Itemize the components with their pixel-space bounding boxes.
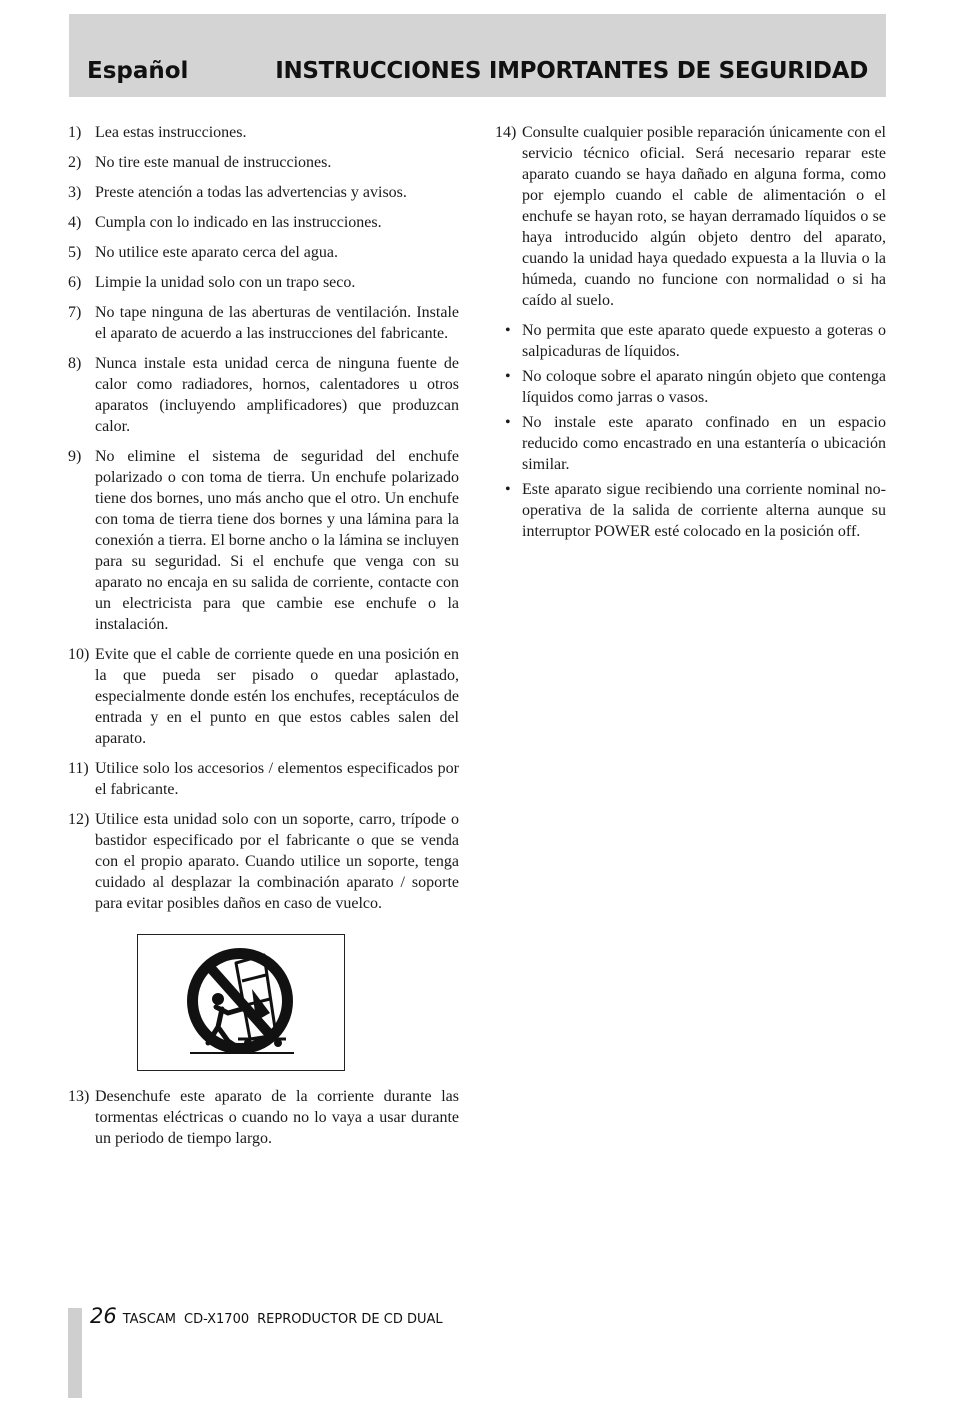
item-text: No tape ninguna de las aberturas de ventilación. Instale el aparato de acuerdo a las instrucciones del fabricante. [95, 304, 459, 342]
item-text: Desenchufe este aparato de la corriente durante las tormentas eléctricas o cuando no lo vaya a usar durante un periodo de tiempo largo. [95, 1088, 459, 1147]
list-item [68, 1086, 459, 1149]
list-item [495, 122, 886, 311]
bullet-text: No permita que este aparato quede expuesto a goteras o salpicaduras de líquidos. [522, 322, 886, 360]
bullet-text: No coloque sobre el aparato ningún objeto que contenga líquidos como jarras o vasos. [522, 368, 886, 406]
list-item [68, 809, 459, 914]
item-text: Evite que el cable de corriente quede en una posición en la que pueda ser pisado o quedar aplastado, especialmente donde estén los enchufes, receptáculos de entrada y en el punto en que estos cables salen del aparato. [95, 646, 459, 747]
list-item [68, 152, 459, 173]
item-number: 2) [68, 154, 82, 171]
list-item [68, 644, 459, 749]
bullet-item [495, 412, 886, 475]
item-text: Lea estas instrucciones. [95, 124, 247, 141]
language-label: Español [87, 58, 189, 84]
page-footer [90, 1304, 443, 1328]
bullet-item [495, 479, 886, 542]
bullet-text: No instale este aparato confinado en un espacio reducido como encastrado en una estantería o ubicación similar. [522, 414, 886, 473]
cart-warning-figure [137, 934, 345, 1071]
list-item [68, 353, 459, 437]
page-header [69, 14, 886, 97]
item-text: Preste atención a todas las advertencias y avisos. [95, 184, 407, 201]
footer-bar [68, 1308, 82, 1398]
item-text: No tire este manual de instrucciones. [95, 154, 332, 171]
model-name: CD-X1700 [184, 1312, 250, 1327]
bullet-item [495, 320, 886, 362]
item-number: 10) [68, 646, 90, 663]
item-text: Nunca instale esta unidad cerca de ninguna fuente de calor como radiadores, hornos, calentadores u otros aparatos (incluyendo amplificadores) que produzcan calor. [95, 355, 459, 435]
bullet-item [495, 366, 886, 408]
list-item [68, 242, 459, 263]
item-text: Utilice solo los accesorios / elementos especificados por el fabricante. [95, 760, 459, 798]
item-number: 6) [68, 274, 82, 291]
page-number: 26 [90, 1304, 117, 1328]
item-number: 8) [68, 355, 82, 372]
list-item [68, 272, 459, 293]
item-number: 13) [68, 1088, 90, 1105]
item-number: 1) [68, 124, 82, 141]
list-item [68, 758, 459, 800]
item-text: No elimine el sistema de seguridad del enchufe polarizado o con toma de tierra. Un enchufe polarizado tiene dos bornes, uno más ancho que el otro. Un enchufe con toma de tierra tiene dos bornes y una lámina para la conexión a tierra. El borne ancho o la lámina se incluyen para su seguridad. Si el enchufe que venga con su aparato no encaja en su salida de corriente, contacte con un electricista para que cambie ese enchufe o la instalación. [95, 448, 459, 633]
cart-tip-over-warning-icon [138, 935, 344, 1070]
list-item [68, 182, 459, 203]
bullet-icon: • [505, 414, 511, 431]
list-item [68, 212, 459, 233]
item-text: Cumpla con lo indicado en las instrucciones. [95, 214, 382, 231]
page-title: INSTRUCCIONES IMPORTANTES DE SEGURIDAD [275, 58, 868, 84]
item-number: 5) [68, 244, 82, 261]
list-item [68, 302, 459, 344]
item-number: 14) [495, 124, 517, 141]
bullet-icon: • [505, 481, 511, 498]
item-number: 11) [68, 760, 89, 777]
item-number: 9) [68, 448, 82, 465]
item-text: No utilice este aparato cerca del agua. [95, 244, 338, 261]
item-text: Limpie la unidad solo con un trapo seco. [95, 274, 356, 291]
bullet-text: Este aparato sigue recibiendo una corriente nominal no-operativa de la salida de corriente alterna aunque su interruptor POWER esté colocado en la posición off. [522, 481, 886, 540]
item-text: Utilice esta unidad solo con un soporte, carro, trípode o bastidor especificado por el fabricante o que se venda con el propio aparato. Cuando utilice un soporte, tenga cuidado al desplazar la combinación aparato / soporte para evitar posibles daños en caso de vuelco. [95, 811, 459, 912]
item-number: 3) [68, 184, 82, 201]
brand-name: TASCAM [122, 1312, 176, 1327]
product-description: REPRODUCTOR DE CD DUAL [257, 1312, 443, 1327]
right-column [495, 122, 886, 546]
bullet-icon: • [505, 322, 511, 339]
item-number: 12) [68, 811, 90, 828]
left-column [68, 122, 459, 1158]
list-item [68, 122, 459, 143]
bullet-icon: • [505, 368, 511, 385]
item-number: 7) [68, 304, 82, 321]
item-text: Consulte cualquier posible reparación únicamente con el servicio técnico oficial. Será necesario reparar este aparato cuando se haya dañado en alguna forma, como por ejemplo cuando el cable de alimentación o el enchufe se hayan roto, se hayan derramado líquidos o se haya introducido algún objeto dentro del aparato, cuando la unidad haya quedado expuesta a la lluvia o la húmeda, cuando no funcione con normalidad o si ha caído al suelo. [522, 124, 886, 309]
item-number: 4) [68, 214, 82, 231]
list-item [68, 446, 459, 635]
